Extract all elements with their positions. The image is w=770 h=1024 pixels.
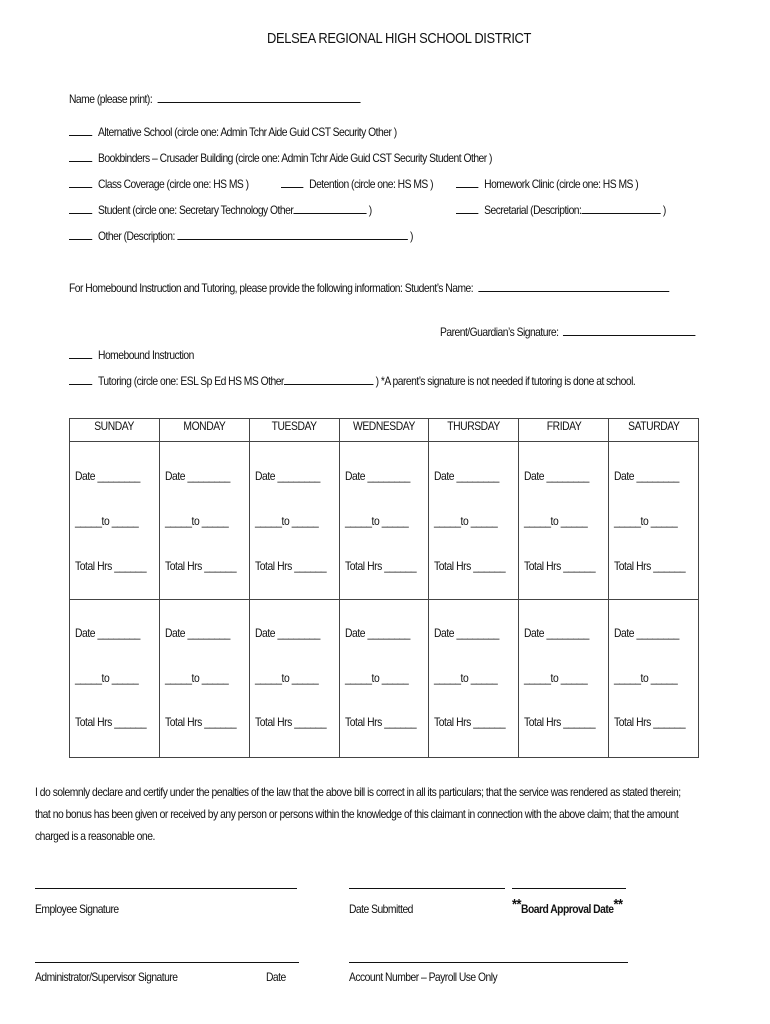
time-range-field[interactable]: _____to _____ [344,671,408,685]
date-field[interactable]: Date ________ [164,626,230,640]
date-field[interactable]: Date ________ [75,469,140,483]
date-field[interactable]: Date ________ [614,469,680,483]
time-range-field[interactable]: _____to _____ [614,671,678,685]
other-description-field[interactable] [177,228,407,240]
schedule-cell [519,442,609,600]
schedule-week-row [70,442,699,600]
admin-date-label: Date [266,970,286,984]
date-field[interactable]: Date ________ [524,626,590,640]
total-hours-field[interactable]: Total Hrs ______ [75,559,147,573]
account-number-label: Account Number – Payroll Use Only [349,970,498,984]
date-field[interactable]: Date ________ [524,469,590,483]
bookbinders-label: Bookbinders – Crusader Building (circle one: Admin Tchr Aide Guid CST Security Student Other ) [98,151,492,165]
class-coverage-blank[interactable] [69,176,92,188]
declaration-line-3: charged is a reasonable one. [35,829,155,843]
schedule-cell [429,600,519,758]
schedule-table [69,418,699,758]
student-close: ) [368,203,372,217]
total-hours-field[interactable]: Total Hrs ______ [434,715,506,729]
time-range-field[interactable]: _____to _____ [614,514,678,528]
name-row [69,91,361,106]
date-field[interactable]: Date ________ [344,469,410,483]
option-student [69,202,372,217]
page-title: DELSEA REGIONAL HIGH SCHOOL DISTRICT [267,30,532,47]
secretarial-description-field[interactable] [581,202,660,214]
schedule-cell [519,600,609,758]
secretarial-blank[interactable] [456,202,478,214]
option-detention [281,176,433,191]
option-secretarial [456,202,666,217]
homebound-instruction-blank[interactable] [69,347,92,359]
homebound-prompt: For Homebound Instruction and Tutoring, please provide the following information: Student’s Name: [69,281,474,295]
day-header-sunday: SUNDAY [70,419,160,442]
other-label: Other (Description: [98,229,175,243]
admin-signature-line[interactable] [35,962,299,963]
schedule-cell [249,442,339,600]
option-homework-clinic [456,176,638,191]
total-hours-field[interactable]: Total Hrs ______ [524,559,596,573]
parent-signature-label: Parent/Guardian’s Signature: [440,325,559,339]
other-close: ) [410,229,413,243]
schedule-cell [70,442,160,600]
option-alternative-school [69,124,397,139]
date-field[interactable]: Date ________ [434,469,500,483]
total-hours-field[interactable]: Total Hrs ______ [254,715,326,729]
declaration-line-1: I do solemnly declare and certify under the penalties of the law that the above bill is correct in all its particulars; that the service was rendered as stated therein; [35,785,681,799]
total-hours-field[interactable]: Total Hrs ______ [164,559,236,573]
day-header-friday: FRIDAY [519,419,609,442]
time-range-field[interactable]: _____to _____ [254,671,318,685]
option-tutoring [69,373,635,388]
alternative-school-label: Alternative School (circle one: Admin Tchr Aide Guid CST Security Other ) [98,125,397,139]
date-submitted-line[interactable] [349,888,505,889]
employee-signature-label: Employee Signature [35,902,119,916]
parent-signature-field[interactable] [563,324,695,336]
schedule-cell [159,442,249,600]
date-field[interactable]: Date ________ [254,626,320,640]
total-hours-field[interactable]: Total Hrs ______ [164,715,236,729]
day-header-thursday: THURSDAY [429,419,519,442]
class-coverage-label: Class Coverage (circle one: HS MS ) [98,177,249,191]
board-approval-date-label: **Board Approval Date** [512,896,623,916]
day-header-monday: MONDAY [159,419,249,442]
student-blank[interactable] [69,202,92,214]
other-blank[interactable] [69,228,92,240]
day-header-tuesday: TUESDAY [249,419,339,442]
alternative-school-blank[interactable] [69,124,92,136]
date-field[interactable]: Date ________ [164,469,230,483]
day-header-saturday: SATURDAY [609,419,699,442]
schedule-cell [159,600,249,758]
schedule-cell [249,600,339,758]
total-hours-field[interactable]: Total Hrs ______ [344,715,416,729]
time-range-field[interactable]: _____to _____ [344,514,408,528]
time-range-field[interactable]: _____to _____ [524,514,588,528]
option-homebound-instruction [69,347,194,362]
tutoring-blank[interactable] [69,373,92,385]
student-other-field[interactable] [293,202,366,214]
date-field[interactable]: Date ________ [254,469,320,483]
total-hours-field[interactable]: Total Hrs ______ [614,559,686,573]
schedule-cell [339,600,429,758]
total-hours-field[interactable]: Total Hrs ______ [75,715,147,729]
schedule-cell [429,442,519,600]
schedule-cell [609,600,699,758]
bookbinders-blank[interactable] [69,150,92,162]
day-header-wednesday: WEDNESDAY [339,419,429,442]
option-bookbinders [69,150,492,165]
time-range-field[interactable]: _____to _____ [75,514,139,528]
schedule-week-row [70,600,699,758]
homework-clinic-label: Homework Clinic (circle one: HS MS ) [484,177,639,191]
time-range-field[interactable]: _____to _____ [75,671,139,685]
total-hours-field[interactable]: Total Hrs ______ [614,715,686,729]
detention-label: Detention (circle one: HS MS ) [309,177,434,191]
account-number-line[interactable] [349,962,628,963]
date-field[interactable]: Date ________ [344,626,410,640]
date-field[interactable]: Date ________ [434,626,500,640]
schedule-cell [339,442,429,600]
time-range-field[interactable]: _____to _____ [434,514,498,528]
board-approval-date-line[interactable] [512,888,626,889]
time-range-field[interactable]: _____to _____ [164,671,229,685]
student-label: Student (circle one: Secretary Technology Other [98,203,294,217]
employee-signature-line[interactable] [35,888,297,889]
declaration-line-2: that no bonus has been given or received by any person or persons within the knowledge of this claimant in connection with the above claim; that the amount [35,807,679,821]
date-field[interactable]: Date ________ [614,626,680,640]
name-label: Name (please print): [69,92,153,106]
total-hours-field[interactable]: Total Hrs ______ [524,715,596,729]
detention-blank[interactable] [281,176,303,188]
homework-clinic-blank[interactable] [456,176,478,188]
tutoring-other-field[interactable] [284,373,373,385]
schedule-cell [609,442,699,600]
time-range-field[interactable]: _____to _____ [254,514,318,528]
secretarial-close: ) [662,203,666,217]
student-name-field[interactable] [478,280,669,292]
time-range-field[interactable]: _____to _____ [524,671,588,685]
schedule-header-row [70,419,699,442]
admin-signature-label: Administrator/Supervisor Signature [35,970,178,984]
total-hours-field[interactable]: Total Hrs ______ [344,559,416,573]
time-range-field[interactable]: _____to _____ [434,671,498,685]
date-field[interactable]: Date ________ [75,626,140,640]
parent-signature-row [440,324,696,339]
tutoring-label: Tutoring (circle one: ESL Sp Ed HS MS Other [98,374,284,388]
secretarial-label: Secretarial (Description: [484,203,582,217]
option-other [69,228,413,243]
option-class-coverage [69,176,249,191]
name-field[interactable] [158,91,361,103]
total-hours-field[interactable]: Total Hrs ______ [434,559,506,573]
date-submitted-label: Date Submitted [349,902,413,916]
time-range-field[interactable]: _____to _____ [164,514,229,528]
tutoring-note: ) *A parent’s signature is not needed if tutoring is done at school. [375,374,636,388]
schedule-cell [70,600,160,758]
homebound-instruction-label: Homebound Instruction [98,348,194,362]
homebound-prompt-row [69,280,669,295]
total-hours-field[interactable]: Total Hrs ______ [254,559,326,573]
